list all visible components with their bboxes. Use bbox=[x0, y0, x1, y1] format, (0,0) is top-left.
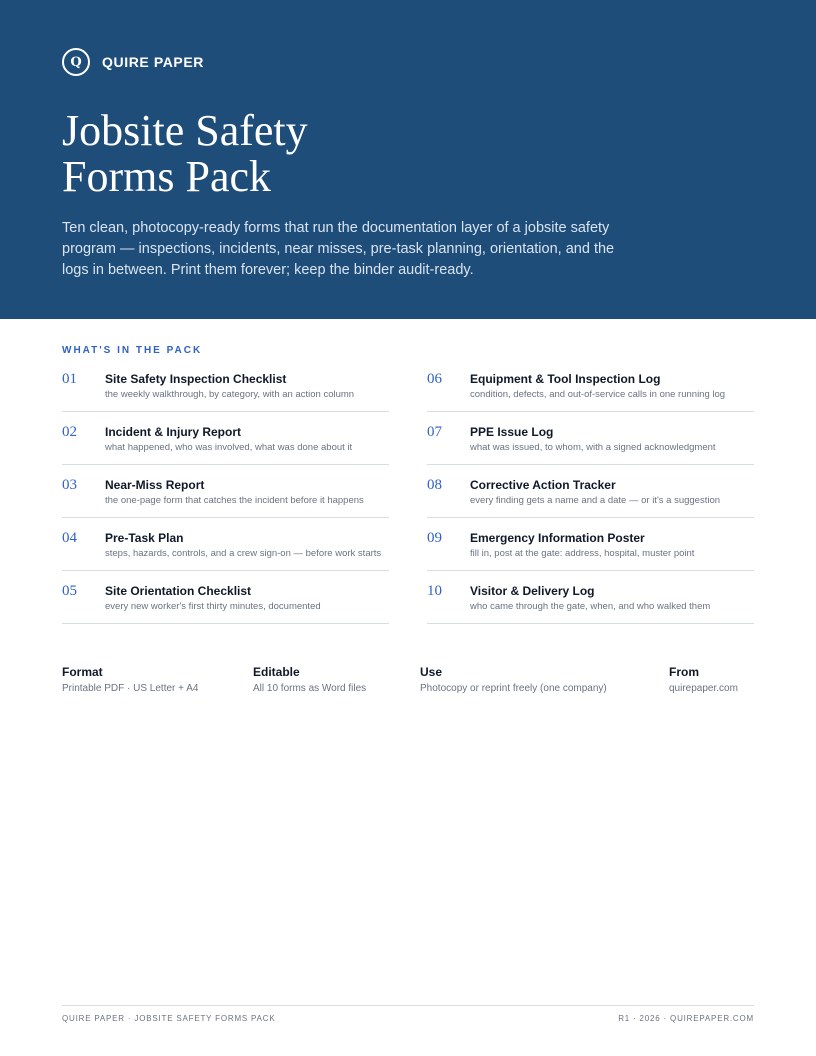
item-number: 02 bbox=[62, 424, 77, 440]
meta-label: Format bbox=[62, 665, 103, 679]
list-item bbox=[427, 370, 754, 412]
item-number: 08 bbox=[427, 477, 442, 493]
meta-value: quirepaper.com bbox=[669, 683, 738, 694]
item-number: 04 bbox=[62, 530, 77, 546]
item-title: PPE Issue Log bbox=[470, 425, 554, 439]
item-number: 03 bbox=[62, 477, 77, 493]
item-number: 09 bbox=[427, 530, 442, 546]
list-item bbox=[427, 476, 754, 518]
meta-value: Printable PDF · US Letter + A4 bbox=[62, 683, 199, 694]
meta-format bbox=[62, 665, 198, 695]
meta-label: From bbox=[669, 665, 699, 679]
meta-use bbox=[420, 665, 607, 695]
item-description: steps, hazards, controls, and a crew sign-on — before work starts bbox=[105, 548, 382, 559]
brand-name: QUIRE PAPER bbox=[102, 54, 205, 70]
item-title: Corrective Action Tracker bbox=[470, 478, 616, 492]
item-description: condition, defects, and out-of-service calls in one running log bbox=[470, 389, 726, 400]
title-line-1: Jobsite Safety bbox=[62, 106, 308, 155]
item-title: Site Safety Inspection Checklist bbox=[105, 372, 287, 386]
item-description: who came through the gate, when, and who walked them bbox=[470, 601, 711, 612]
brand bbox=[62, 48, 204, 76]
page-footer bbox=[62, 1005, 754, 1023]
footer-left: QUIRE PAPER · JOBSITE SAFETY FORMS PACK bbox=[62, 1014, 276, 1023]
document-title bbox=[62, 108, 308, 200]
list-item bbox=[62, 582, 389, 624]
list-item bbox=[427, 423, 754, 465]
list-item bbox=[62, 476, 389, 518]
item-number: 01 bbox=[62, 371, 77, 387]
meta-label: Use bbox=[420, 665, 443, 679]
item-description: every finding gets a name and a date — or it's a suggestion bbox=[470, 495, 721, 506]
item-number: 06 bbox=[427, 371, 442, 387]
item-title: Near-Miss Report bbox=[105, 478, 205, 492]
item-title: Visitor & Delivery Log bbox=[470, 584, 595, 598]
item-title: Equipment & Tool Inspection Log bbox=[470, 372, 661, 386]
title-line-2: Forms Pack bbox=[62, 152, 271, 201]
item-description: every new worker's first thirty minutes, documented bbox=[105, 601, 321, 612]
forms-list-left bbox=[62, 370, 389, 635]
footer-right: R1 · 2026 · QUIREPAPER.COM bbox=[618, 1014, 754, 1023]
hero-banner bbox=[0, 0, 816, 319]
item-title: Emergency Information Poster bbox=[470, 531, 645, 545]
intro-paragraph: Ten clean, photocopy-ready forms that run the documentation layer of a jobsite safety program — inspections, incidents, near misses, pre-task planning, orientation, and the logs in between. Print them forever; keep the binder audit-ready. bbox=[62, 220, 615, 278]
item-description: what was issued, to whom, with a signed acknowledgment bbox=[470, 442, 716, 453]
meta-label: Editable bbox=[253, 665, 300, 679]
item-number: 10 bbox=[427, 583, 442, 599]
item-description: the weekly walkthrough, by category, with an action column bbox=[105, 389, 355, 400]
list-item bbox=[427, 529, 754, 571]
item-description: the one-page form that catches the incident before it happens bbox=[105, 495, 364, 506]
list-item bbox=[427, 582, 754, 624]
list-item bbox=[62, 370, 389, 412]
item-number: 07 bbox=[427, 424, 442, 440]
item-title: Site Orientation Checklist bbox=[105, 584, 252, 598]
meta-editable bbox=[253, 665, 366, 695]
item-number: 05 bbox=[62, 583, 77, 599]
brand-logo: Q bbox=[62, 48, 90, 76]
meta-value: Photocopy or reprint freely (one company) bbox=[420, 683, 607, 694]
item-title: Incident & Injury Report bbox=[105, 425, 242, 439]
list-item bbox=[62, 529, 389, 571]
meta-value: All 10 forms as Word files bbox=[253, 683, 367, 694]
section-label: WHAT'S IN THE PACK bbox=[62, 345, 203, 356]
item-description: what happened, who was involved, what was done about it bbox=[105, 442, 353, 453]
meta-from bbox=[669, 665, 738, 695]
forms-list-right bbox=[427, 370, 754, 635]
item-title: Pre-Task Plan bbox=[105, 531, 184, 545]
list-item bbox=[62, 423, 389, 465]
item-description: fill in, post at the gate: address, hospital, muster point bbox=[470, 548, 695, 559]
